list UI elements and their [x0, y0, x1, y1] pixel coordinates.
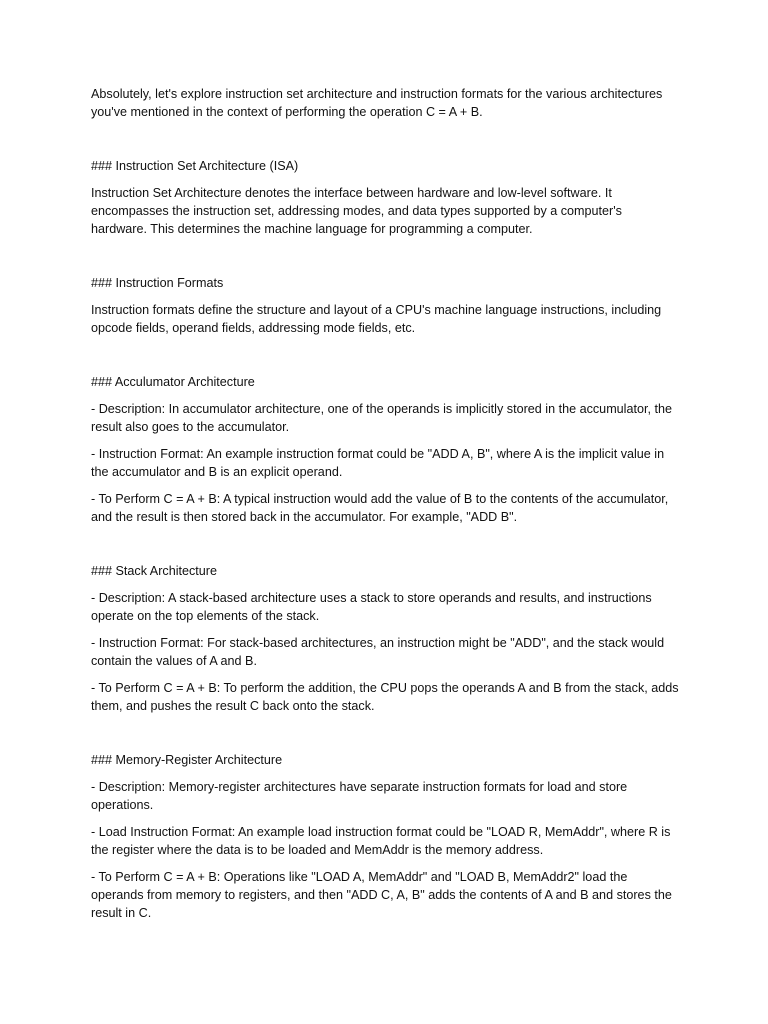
accumulator-heading: ### Acculumator Architecture — [91, 375, 255, 389]
accumulator-perform: - To Perform C = A + B: A typical instruction would add the value of B to the contents of the accumulator, and the result is then stored back in the accumulator. For example, "ADD B". — [91, 492, 669, 524]
intro-paragraph: Absolutely, let's explore instruction set architecture and instruction formats for the various architectures you've mentioned in the context of performing the operation C = A + B. — [91, 87, 663, 119]
formats-paragraph: Instruction formats define the structure and layout of a CPU's machine language instructions, including opcode fields, operand fields, addressing mode fields, etc. — [91, 303, 662, 335]
accumulator-instruction-format: - Instruction Format: An example instruction format could be "ADD A, B", where A is the implicit value in the accumulator and B is an explicit operand. — [91, 447, 665, 479]
isa-paragraph: Instruction Set Architecture denotes the interface between hardware and low-level software. It encompasses the instruction set, addressing modes, and data types supported by a computer's hardware. This determines the machine language for programming a computer. — [91, 186, 622, 236]
memreg-description: - Description: Memory-register architectures have separate instruction formats for load and store operations. — [91, 780, 628, 812]
memreg-load-format: - Load Instruction Format: An example load instruction format could be "LOAD R, MemAddr", where R is the register where the data is to be loaded and MemAddr is the memory address. — [91, 825, 671, 857]
formats-heading: ### Instruction Formats — [91, 276, 224, 290]
memreg-heading: ### Memory-Register Architecture — [91, 753, 283, 767]
accumulator-description: - Description: In accumulator architecture, one of the operands is implicitly stored in the accumulator, the result also goes to the accumulator. — [91, 402, 672, 434]
stack-heading: ### Stack Architecture — [91, 564, 218, 578]
memreg-perform: - To Perform C = A + B: Operations like "LOAD A, MemAddr" and "LOAD B, MemAddr2" load the operands from memory to registers, and then "ADD C, A, B" adds the contents of A and B and stores the result in C. — [91, 870, 672, 920]
stack-description: - Description: A stack-based architecture uses a stack to store operands and results, and instructions operate on the top elements of the stack. — [91, 591, 652, 623]
document-body — [91, 85, 681, 922]
stack-perform: - To Perform C = A + B: To perform the addition, the CPU pops the operands A and B from the stack, adds them, and pushes the result C back onto the stack. — [91, 681, 679, 713]
stack-instruction-format: - Instruction Format: For stack-based architectures, an instruction might be "ADD", and the stack would contain the values of A and B. — [91, 636, 665, 668]
isa-heading: ### Instruction Set Architecture (ISA) — [91, 159, 299, 173]
